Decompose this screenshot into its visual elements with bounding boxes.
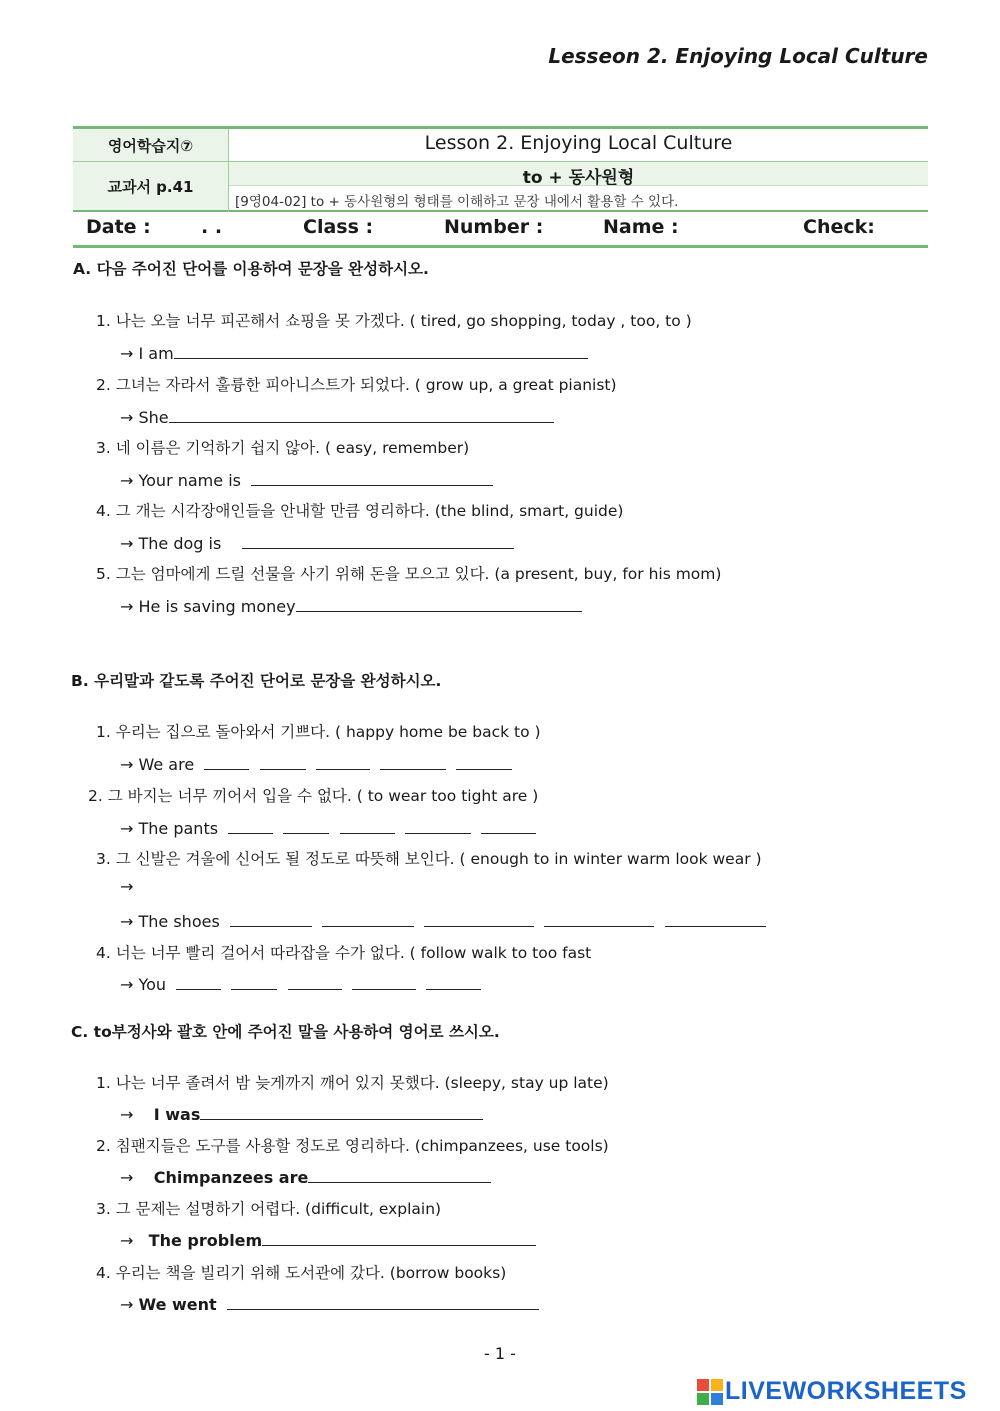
answer-a5-prompt: → He is saving money (120, 597, 296, 616)
answer-b3-prompt: → The shoes (120, 912, 220, 931)
question-a3: 3. 네 이름은 기억하기 쉽지 않아. ( easy, remember) (96, 439, 470, 457)
liveworksheets-logo-text: LIVEWORKSHEETS (725, 1377, 967, 1405)
table-bottom-border (73, 245, 928, 248)
learning-objective: [9영04-02] to + 동사원형의 형태를 이해하고 문장 내에서 활용할 수 있다. (235, 194, 679, 210)
answer-a1 (120, 340, 588, 363)
answer-c2 (120, 1164, 491, 1187)
arrow-icon: → (120, 1295, 134, 1314)
answer-c3 (120, 1227, 536, 1250)
answer-b3-arrow: → (120, 877, 134, 896)
answer-a3-blank[interactable] (251, 467, 493, 486)
question-a2: 2. 그녀는 자라서 훌륭한 피아니스트가 되었다. ( grow up, a great pianist) (96, 376, 617, 394)
answer-a2-blank[interactable] (169, 404, 554, 423)
answer-a5 (120, 593, 582, 616)
word-blank[interactable] (544, 908, 654, 927)
date-dots: . . (201, 216, 223, 238)
answer-a4 (120, 530, 514, 553)
word-blank[interactable] (231, 971, 277, 990)
answer-c4-prompt: We went (138, 1295, 217, 1314)
word-blank[interactable] (481, 815, 536, 834)
question-c4: 4. 우리는 책을 빌리기 위해 도서관에 갔다. (borrow books) (96, 1264, 507, 1282)
arrow-icon: → (120, 1231, 134, 1250)
check-label: Check: (803, 216, 875, 238)
answer-a1-blank[interactable] (174, 340, 588, 359)
page-number: - 1 - (484, 1344, 516, 1363)
answer-a3 (120, 467, 493, 490)
answer-c1-prompt: I was (153, 1105, 201, 1124)
answer-a5-blank[interactable] (296, 593, 582, 612)
word-blank[interactable] (340, 815, 395, 834)
lesson-title: Lesson 2. Enjoying Local Culture (424, 132, 733, 154)
answer-b3 (120, 908, 766, 931)
section-c-title: C. to부정사와 괄호 안에 주어진 말을 사용하여 영어로 쓰시오. (71, 1023, 500, 1041)
worksheet-label: 영어학습지⑦ (107, 137, 194, 155)
page-header-title: Lesseon 2. Enjoying Local Culture (548, 44, 928, 68)
word-blank[interactable] (230, 908, 312, 927)
answer-b1-prompt: → We are (120, 755, 195, 774)
liveworksheets-logo-icon (697, 1379, 723, 1405)
answer-b1 (120, 751, 512, 774)
section-b-title: B. 우리말과 같도록 주어진 단어로 문장을 완성하시오. (71, 672, 442, 690)
word-blank[interactable] (316, 751, 370, 770)
word-blank[interactable] (283, 815, 329, 834)
date-label: Date : (86, 216, 151, 238)
answer-c2-prompt: Chimpanzees are (153, 1168, 309, 1187)
table-top-border (73, 126, 928, 129)
worksheet-header-table (73, 126, 928, 248)
answer-c4 (120, 1291, 539, 1314)
name-label: Name : (603, 216, 679, 238)
word-blank[interactable] (665, 908, 766, 927)
question-b4: 4. 너는 너무 빨리 걸어서 따라잡을 수가 없다. ( follow walk to too fast (96, 944, 592, 962)
word-blank[interactable] (456, 751, 512, 770)
textbook-page-label: 교과서 p.41 (107, 178, 194, 196)
answer-b4 (120, 971, 481, 994)
section-a-title: A. 다음 주어진 단어를 이용하여 문장을 완성하시오. (73, 260, 429, 278)
table-divider (73, 210, 928, 212)
question-c2: 2. 침팬지들은 도구를 사용할 정도로 영리하다. (chimpanzees, use tools) (96, 1137, 609, 1155)
word-blank[interactable] (204, 751, 249, 770)
number-label: Number : (444, 216, 544, 238)
question-a5: 5. 그는 엄마에게 드릴 선물을 사기 위해 돈을 모으고 있다. (a present, buy, for his mom) (96, 565, 722, 583)
grammar-topic: to + 동사원형 (522, 168, 635, 188)
table-divider (73, 161, 928, 162)
question-c3: 3. 그 문제는 설명하기 어렵다. (difficult, explain) (96, 1200, 442, 1218)
answer-c4-blank[interactable] (227, 1291, 539, 1310)
question-b3: 3. 그 신발은 겨울에 신어도 될 정도로 따뜻해 보인다. ( enough to in winter warm look wear ) (96, 850, 762, 868)
question-a1: 1. 나는 오늘 너무 피곤해서 쇼핑을 못 가겠다. ( tired, go shopping, today , too, to ) (96, 312, 692, 330)
question-b2: 2. 그 바지는 너무 끼어서 입을 수 없다. ( to wear too tight are ) (88, 787, 539, 805)
answer-a3-prompt: → Your name is (120, 471, 241, 490)
word-blank[interactable] (288, 971, 342, 990)
answer-a2-prompt: → She (120, 408, 169, 427)
answer-c1 (120, 1101, 483, 1124)
class-label: Class : (303, 216, 374, 238)
word-blank[interactable] (424, 908, 534, 927)
word-blank[interactable] (322, 908, 414, 927)
answer-c3-prompt: The problem (148, 1231, 263, 1250)
word-blank[interactable] (405, 815, 471, 834)
word-blank[interactable] (176, 971, 221, 990)
answer-b2-prompt: → The pants (120, 819, 219, 838)
question-c1: 1. 나는 너무 졸려서 밤 늦게까지 깨어 있지 못했다. (sleepy, stay up late) (96, 1074, 609, 1092)
question-a4: 4. 그 개는 시각장애인들을 안내할 만큼 영리하다. (the blind, smart, guide) (96, 502, 624, 520)
arrow-icon: → (120, 1105, 134, 1124)
answer-c1-blank[interactable] (200, 1101, 483, 1120)
word-blank[interactable] (228, 815, 273, 834)
answer-a4-prompt: → The dog is (120, 534, 222, 553)
word-blank[interactable] (380, 751, 446, 770)
answer-b2 (120, 815, 536, 838)
answer-c2-blank[interactable] (308, 1164, 491, 1183)
answer-a4-blank[interactable] (242, 530, 514, 549)
answer-c3-blank[interactable] (262, 1227, 536, 1246)
word-blank[interactable] (426, 971, 481, 990)
answer-a2 (120, 404, 554, 427)
answer-b4-prompt: → You (120, 975, 167, 994)
word-blank[interactable] (352, 971, 416, 990)
word-blank[interactable] (260, 751, 306, 770)
question-b1: 1. 우리는 집으로 돌아와서 기쁘다. ( happy home be back to ) (96, 723, 541, 741)
arrow-icon: → (120, 1168, 134, 1187)
answer-a1-prompt: → I am (120, 344, 174, 363)
